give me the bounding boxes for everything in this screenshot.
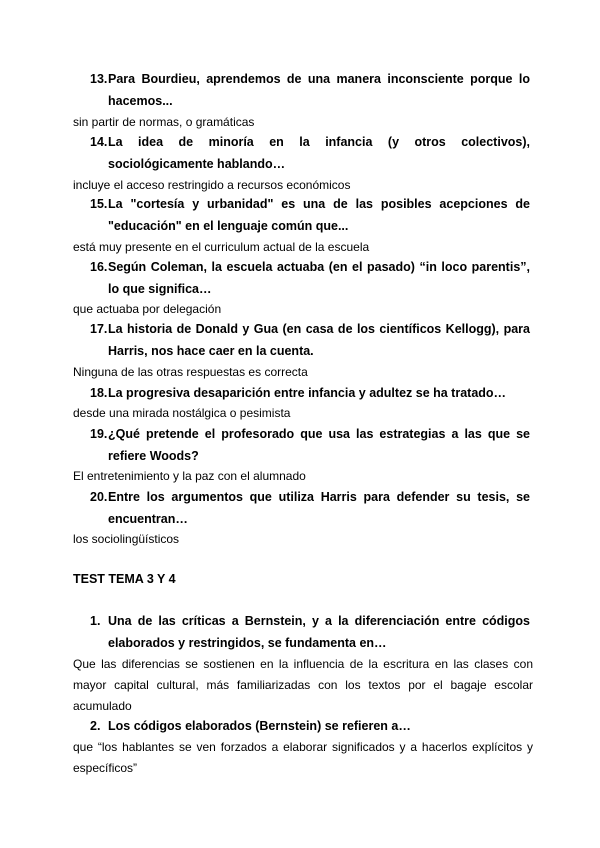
question-text: Entre los argumentos que utiliza Harris para defender su tesis, se encuentran…: [108, 490, 530, 526]
question-19: [90, 423, 530, 467]
answer-16: que actuaba por delegación: [73, 302, 222, 316]
answer-19: El entretenimiento y la paz con el alumnado: [73, 469, 306, 483]
question-text: La "cortesía y urbanidad" es una de las posibles acepciones de "educación" en el lenguaje común que...: [108, 197, 530, 233]
question-number: 1.: [90, 614, 101, 628]
question-number: 16.: [90, 260, 108, 274]
question-17: [90, 318, 530, 362]
answer-14: incluye el acceso restringido a recursos económicos: [73, 178, 351, 192]
question-number: 20.: [90, 490, 108, 504]
test-question-2: [90, 715, 530, 737]
question-number: 2.: [90, 719, 101, 733]
question-text: Una de las críticas a Bernstein, y a la diferenciación entre códigos elaborados y restringidos, se fundamenta en…: [108, 614, 530, 650]
question-number: 14.: [90, 135, 108, 149]
section-title: TEST TEMA 3 Y 4: [73, 572, 176, 586]
test-answer-2: que “los hablantes se ven forzados a elaborar significados y a hacerlos explícitos y específicos”: [73, 740, 533, 775]
answer-20: los sociolingüísticos: [73, 532, 180, 546]
answer-13: sin partir de normas, o gramáticas: [73, 115, 255, 129]
question-number: 13.: [90, 72, 108, 86]
question-text: La progresiva desaparición entre infancia y adultez se ha tratado…: [108, 386, 507, 400]
question-20: [90, 486, 530, 530]
question-text: La historia de Donald y Gua (en casa de los científicos Kellogg), para Harris, nos hace caer en la cuenta.: [108, 322, 530, 358]
question-number: 19.: [90, 427, 108, 441]
question-text: ¿Qué pretende el profesorado que usa las estrategias a las que se refiere Woods?: [108, 427, 530, 463]
question-number: 17.: [90, 322, 108, 336]
question-16: [90, 256, 530, 300]
answer-15: está muy presente en el curriculum actual de la escuela: [73, 240, 370, 254]
test-question-1: [90, 610, 530, 654]
question-18: [90, 382, 530, 404]
question-number: 18.: [90, 386, 108, 400]
question-13: [90, 68, 530, 112]
answer-17: Ninguna de las otras respuestas es correcta: [73, 365, 308, 379]
question-text: La idea de minoría en la infancia (y otros colectivos), sociológicamente hablando…: [108, 135, 530, 171]
question-15: [90, 193, 530, 237]
test-answer-1: Que las diferencias se sostienen en la influencia de la escritura en las clases con mayor capital cultural, más familiarizadas con los textos por el bagaje escolar acumulado: [73, 657, 533, 713]
question-text: Los códigos elaborados (Bernstein) se refieren a…: [108, 719, 411, 733]
answer-18: desde una mirada nostálgica o pesimista: [73, 406, 291, 420]
question-14: [90, 131, 530, 175]
question-text: Para Bourdieu, aprendemos de una manera inconsciente porque lo hacemos...: [108, 72, 530, 108]
question-number: 15.: [90, 197, 108, 211]
question-text: Según Coleman, la escuela actuaba (en el pasado) “in loco parentis”, lo que significa…: [108, 260, 530, 296]
